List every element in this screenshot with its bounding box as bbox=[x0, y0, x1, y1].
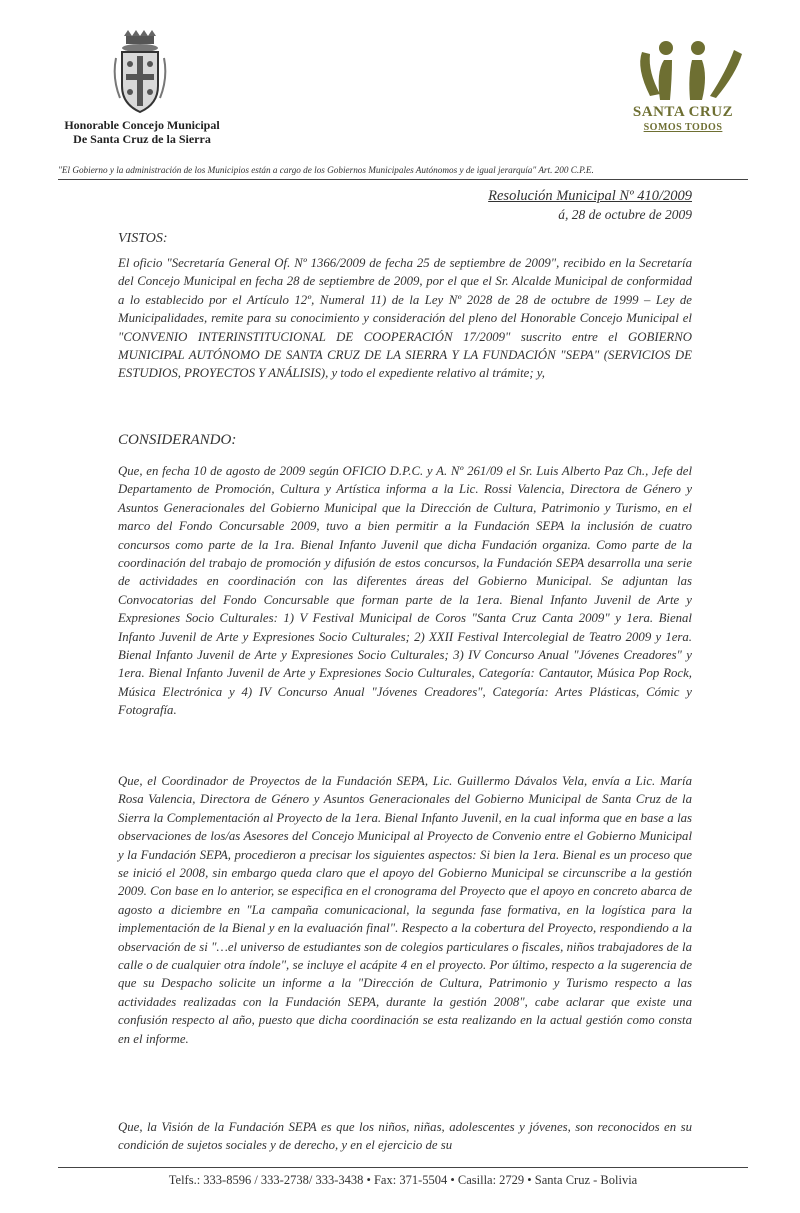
resolution-date: á, 28 de octubre de 2009 bbox=[558, 207, 692, 222]
vistos-paragraph: El oficio "Secretaría General Of. Nº 1366/2009 de fecha 25 de septiembre de 2009", recibido en la Secretaría del Concejo Municipal en fecha 28 de septiembre de 2009, por el que el Sr. Alcalde Municipal de conformidad a lo establecido por el Artículo 12º, Numeral 11) de la Ley Nº 2028 de 28 de octubre de 1999 – Ley de Municipalidades, remite para su conocimiento y consideración del pleno del Honorable Concejo Municipal el "CONVENIO INTERINSTITUCIONAL DE COOPERACIÓN 17/2009" suscrito entre el GOBIERNO MUNICIPAL AUTÓNOMO DE SANTA CRUZ DE LA SIERRA Y LA FUNDACIÓN "SEPA" (SERVICIOS DE ESTUDIOS, PROYECTOS Y ANÁLISIS), y todo el expediente relativo al trámite; y, bbox=[118, 256, 692, 381]
santa-cruz-logo-icon bbox=[616, 38, 756, 150]
motto-quote: "El Gobierno y la administración de los Municipios están a cargo de los Gobiernos Municipales Autónomos y de igual jerarquía" Art. 200 C.P.E. bbox=[58, 165, 594, 175]
coat-of-arms-icon bbox=[112, 28, 168, 118]
footer-divider bbox=[58, 1167, 748, 1168]
considerando-paragraph-1: Que, en fecha 10 de agosto de 2009 según OFICIO D.P.C. y A. Nº 261/09 el Sr. Luis Alberto Paz Ch., Jefe del Departamento de Promoción, Cultura y Artística informa a la Lic. Rossi Valencia, Directora de Género y Asuntos Generacionales del Gobierno Municipal que la Dirección de Cultura, Patrimonio y Turismo, en el marco del Fondo Concursable 2009, tuvo a bien permitir a la Fundación SEPA la inclusión de cuatro concursos como parte de la 1ra. Bienal Infanto Juvenil que dicha Fundación organiza. Como parte de la coordinación del trabajo de promoción y difusión de estos concursos, la Fundación SEPA desarrolla una serie de actividades en coordinación con las diferentes áreas del Gobierno Municipal. Se adjuntan las Convocatorias del Fondo Concursable que forman parte de la 1era. Bienal Infanto Juvenil de Arte y Expresiones Socio Culturales: 1) V Festival Municipal de Coros "Santa Cruz Canta 2009" y 1era. Bienal Infanto Juvenil de Arte y Expresiones Socio Culturales; 2) XXII Festival Intercolegial de Teatro 2009 y 1era. Bienal Infanto Juvenil de Arte y Expresiones Socio Culturales; 3) IV Concurso Anual "Jóvenes Creadores" y 1era. Bienal Infanto Juvenil de Arte y Expresiones Socio Culturales, Categoría: Cantautor, Música Pop Rock, Música Electrónica y 4) IV Concurso Anual "Jóvenes Creadores", Categoría: Artes Plásticas, Cómic y Fotografía. bbox=[118, 464, 692, 718]
org-name-line2: De Santa Cruz de la Sierra bbox=[73, 132, 211, 146]
resolution-number: Resolución Municipal Nº 410/2009 bbox=[488, 188, 692, 204]
logo-text-line1: SANTA CRUZ bbox=[632, 104, 734, 120]
considerando-paragraph-3: Que, la Visión de la Fundación SEPA es que los niños, niñas, adolescentes y jóvenes, son reconocidos en su condición de sujetos sociales y de derecho, y en el ejercicio de su bbox=[118, 1120, 692, 1153]
header-divider bbox=[58, 179, 748, 180]
considerando-paragraph-2: Que, el Coordinador de Proyectos de la Fundación SEPA, Lic. Guillermo Dávalos Vela, envía a Lic. María Rosa Valencia, Directora de Género y Asuntos Generacionales del Gobierno Municipal de Santa Cruz de la Sierra la Complementación al Proyecto de la 1era. Bienal Infanto Juvenil, en la cual informa que en base a las observaciones de los/as Asesores del Concejo Municipal al Proyecto de Convenio entre el Gobierno Municipal y la Fundación SEPA, procedieron a precisar los siguientes aspectos: Si bien la 1era. Bienal es un proceso que se inició el 2008, sin embargo queda claro que el apoyo del Gobierno Municipal se circunscribe a la gestión 2009. Con base en lo anterior, se especifica en el cronograma del Proyecto que el apoyo en concreto abarca de agosto a diciembre en "La campaña comunicacional, la segunda fase formativa, en la logística para la implementación de la Bienal y en la evaluación final". Respecto a la cobertura del Proyecto, respondiendo a la observación de si "…el universo de estudiantes son de colegios particulares o fiscales, niños trabajadores de la calle o de cualquier otra índole", se incluye el acápite 4 en el proyecto. Por último, respecto a la sugerencia de que su Despacho solicite un informe a la "Dirección de Cultura, Patrimonio y Turismo respecto a las actividades realizadas con la Fundación SEPA, durante la gestión 2008", cabe aclarar que existe una confusión respecto al año, puesto que dicha coordinación se esta realizando en la actual gestión como consta en el informe. bbox=[118, 774, 692, 1046]
footer-contact: Telfs.: 333-8596 / 333-2738/ 333-3438 • Fax: 371-5504 • Casilla: 2729 • Santa Cruz - Bolivia bbox=[168, 1173, 638, 1187]
considerando-heading: CONSIDERANDO: bbox=[118, 432, 237, 448]
logo-text-line2: SOMOS TODOS bbox=[643, 122, 723, 133]
org-name bbox=[52, 118, 232, 146]
org-name-line1: Honorable Concejo Municipal bbox=[64, 118, 220, 132]
vistos-heading: VISTOS: bbox=[118, 231, 168, 246]
